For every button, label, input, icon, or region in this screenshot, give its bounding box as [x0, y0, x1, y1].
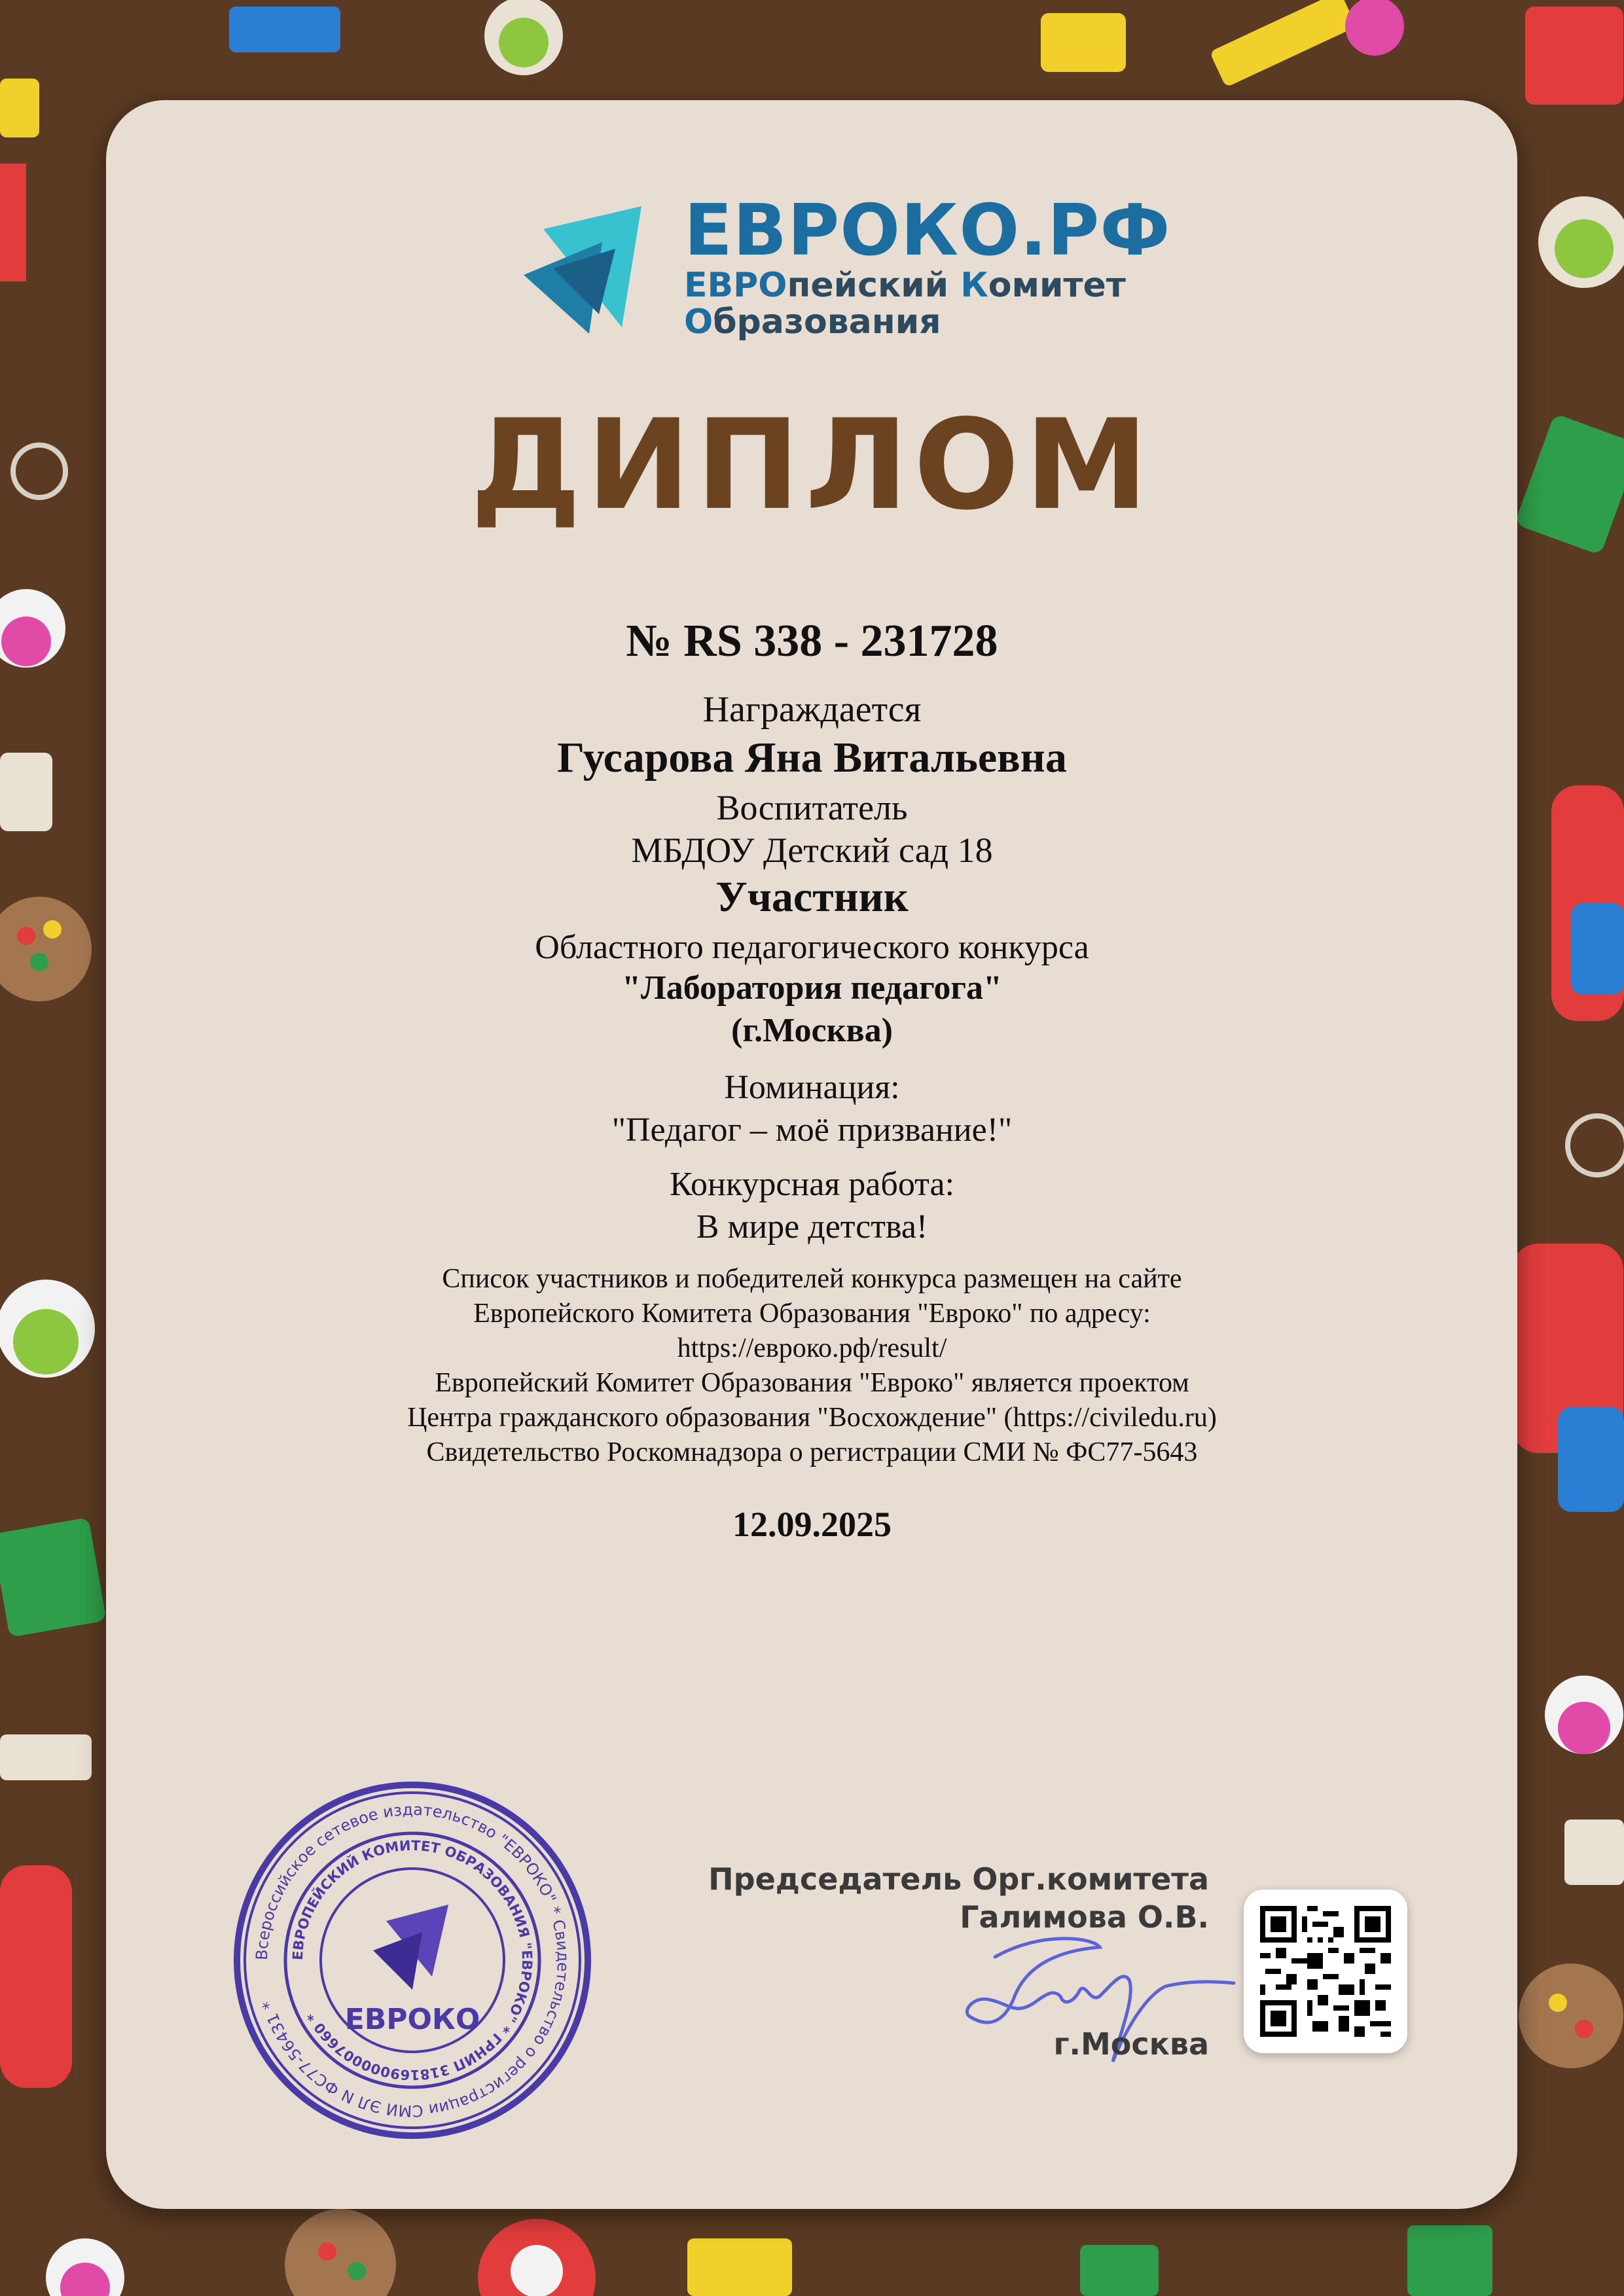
chairman-name: Галимова О.В.	[960, 1899, 1209, 1935]
participation-status: Участник	[715, 873, 909, 921]
signature-city: г.Москва	[1053, 2026, 1209, 2062]
nomination-label: Номинация:	[724, 1069, 900, 1106]
results-link: https://евроко.рф/result/	[677, 1333, 947, 1363]
seal-center-text: ЕВРОКО	[344, 2003, 480, 2036]
recipient-position: Воспитатель	[716, 788, 908, 827]
contest-city: (г.Москва)	[731, 1012, 893, 1049]
info-line: Центра гражданского образования "Восхождение" (https://civiledu.ru)	[407, 1403, 1217, 1433]
info-line: Европейский Комитет Образования "Евроко" является проектом	[435, 1368, 1189, 1398]
recipient-name: Гусарова Яна Витальевна	[557, 734, 1067, 781]
evroko-logo	[524, 190, 1171, 347]
logo-triangle-icon	[524, 203, 648, 334]
contest-type: Областного педагогического конкурса	[535, 929, 1089, 966]
chairman-title: Председатель Орг.комитета	[708, 1861, 1209, 1897]
seal-inner-text: ЕВРОПЕЙСКИЙ КОМИТЕТ ОБРАЗОВАНИЯ "ЕВРОКО" * ГРНИП 318169000007660 *	[289, 1837, 535, 2083]
seal-outer-text: Всероссийское сетевое издательство "ЕВРОКО" * Свидетельство о регистрации СМИ ЭЛ N ФС77-56431 *	[252, 1800, 573, 2121]
nomination-value: "Педагог – моё призвание!"	[611, 1111, 1013, 1149]
info-line: Свидетельство Роскомнадзора о регистрации СМИ № ФС77-5643	[426, 1437, 1198, 1467]
diploma-heading: ДИПЛОМ	[470, 393, 1154, 537]
contest-name: "Лаборатория педагога"	[622, 969, 1002, 1007]
awarded-label: Награждается	[702, 689, 922, 730]
issue-date: 12.09.2025	[732, 1505, 892, 1544]
info-line: Список участников и победителей конкурса размещен на сайте	[442, 1264, 1182, 1294]
work-label: Конкурсная работа:	[669, 1166, 955, 1203]
recipient-organization: МБДОУ Детский сад 18	[631, 831, 993, 870]
work-title: В мире детства!	[696, 1208, 928, 1246]
organization-seal	[232, 1780, 592, 2140]
qr-code[interactable]	[1244, 1890, 1407, 2053]
diploma-number: № RS 338 - 231728	[626, 616, 998, 666]
logo-title: ЕВРОКО.РФ	[684, 190, 1171, 272]
info-line: Европейского Комитета Образования "Евроко" по адресу:	[473, 1299, 1151, 1329]
logo-subtitle: ЕВРОпейский Комитет Образования	[684, 266, 1126, 342]
qr-code-icon	[1260, 1906, 1391, 2037]
